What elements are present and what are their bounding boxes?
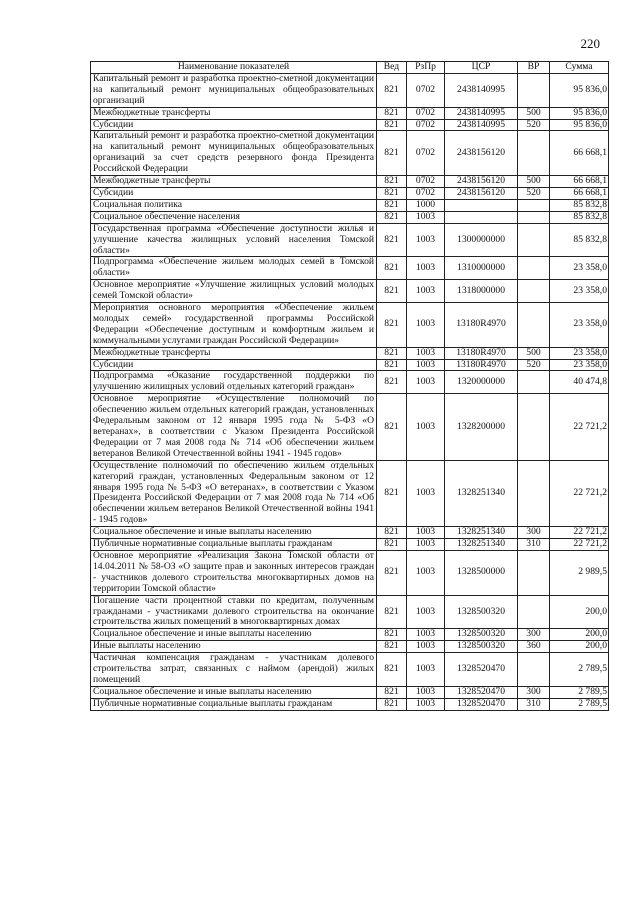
table-header-row bbox=[91, 62, 609, 74]
row-sum: 200,0 bbox=[550, 629, 609, 641]
row-name: Публичные нормативные социальные выплаты гражданам bbox=[91, 698, 377, 710]
row-name: Основное мероприятие «Осуществление полномочий по обеспечению жильем отдельных категорий граждан, установленных Федеральным законом от 12 января 1995 года № 5-ФЗ «О ветеранах», в соответствии с Указом Президента Российской Федерации от 7 мая 2008 года № 714 «Об обеспечении жильем ветеранов Великой Отечественной войны 1941 - 1945 годов» bbox=[91, 394, 377, 460]
row-vr: 300 bbox=[518, 686, 550, 698]
row-name: Основное мероприятие «Улучшение жилищных условий молодых семей Томской области» bbox=[91, 280, 377, 303]
row-ved: 821 bbox=[377, 698, 407, 710]
row-csr: 2438140995 bbox=[445, 107, 518, 119]
row-name: Субсидии bbox=[91, 359, 377, 371]
row-ved: 821 bbox=[377, 371, 407, 394]
row-name: Иные выплаты населению bbox=[91, 641, 377, 653]
row-name: Субсидии bbox=[91, 187, 377, 199]
row-name: Капитальный ремонт и разработка проектно-сметной документации на капитальный ремонт муниципальных общеобразовательных организаций bbox=[91, 73, 377, 107]
row-ved: 821 bbox=[377, 211, 407, 223]
table-row bbox=[91, 303, 609, 348]
row-name: Капитальный ремонт и разработка проектно-сметной документации на капитальный ремонт муниципальных общеобразовательных организаций за счет средств резервного фонда Президента Российской Федерации bbox=[91, 131, 377, 176]
table-row bbox=[91, 199, 609, 211]
table-row bbox=[91, 595, 609, 629]
row-sum: 95 836,0 bbox=[550, 73, 609, 107]
table-row bbox=[91, 394, 609, 460]
row-vr bbox=[518, 257, 550, 280]
row-vr bbox=[518, 280, 550, 303]
row-csr: 1310000000 bbox=[445, 257, 518, 280]
row-ved: 821 bbox=[377, 176, 407, 188]
table-row bbox=[91, 527, 609, 539]
row-ved: 821 bbox=[377, 303, 407, 348]
row-vr: 500 bbox=[518, 176, 550, 188]
row-csr: 1328500320 bbox=[445, 641, 518, 653]
row-rzpr: 1003 bbox=[407, 371, 445, 394]
row-rzpr: 0702 bbox=[407, 107, 445, 119]
row-rzpr: 0702 bbox=[407, 187, 445, 199]
row-csr bbox=[445, 211, 518, 223]
row-ved: 821 bbox=[377, 187, 407, 199]
row-ved: 821 bbox=[377, 629, 407, 641]
row-rzpr: 1003 bbox=[407, 223, 445, 257]
table-row bbox=[91, 550, 609, 595]
header-sum: Сумма bbox=[550, 62, 609, 74]
row-sum: 85 832,8 bbox=[550, 211, 609, 223]
row-vr bbox=[518, 371, 550, 394]
table-row bbox=[91, 257, 609, 280]
row-vr bbox=[518, 460, 550, 526]
row-vr bbox=[518, 394, 550, 460]
row-rzpr: 0702 bbox=[407, 131, 445, 176]
header-name: Наименование показателей bbox=[91, 62, 377, 74]
row-rzpr: 1003 bbox=[407, 686, 445, 698]
row-ved: 821 bbox=[377, 460, 407, 526]
row-rzpr: 1003 bbox=[407, 653, 445, 687]
row-vr: 310 bbox=[518, 698, 550, 710]
row-csr: 1328520470 bbox=[445, 698, 518, 710]
row-csr: 1328251340 bbox=[445, 539, 518, 551]
row-csr bbox=[445, 199, 518, 211]
row-ved: 821 bbox=[377, 223, 407, 257]
row-sum: 23 358,0 bbox=[550, 303, 609, 348]
row-sum: 2 789,5 bbox=[550, 653, 609, 687]
row-name: Подпрограмма «Обеспечение жильем молодых семей в Томской области» bbox=[91, 257, 377, 280]
row-sum: 200,0 bbox=[550, 641, 609, 653]
row-vr bbox=[518, 550, 550, 595]
row-vr: 500 bbox=[518, 347, 550, 359]
table-row bbox=[91, 698, 609, 710]
row-csr: 1318000000 bbox=[445, 280, 518, 303]
row-sum: 85 832,8 bbox=[550, 223, 609, 257]
row-sum: 66 668,1 bbox=[550, 131, 609, 176]
table-row bbox=[91, 176, 609, 188]
table-row bbox=[91, 187, 609, 199]
row-name: Субсидии bbox=[91, 119, 377, 131]
row-name: Межбюджетные трансферты bbox=[91, 107, 377, 119]
table-row bbox=[91, 686, 609, 698]
row-sum: 22 721,2 bbox=[550, 527, 609, 539]
row-name: Публичные нормативные социальные выплаты гражданам bbox=[91, 539, 377, 551]
row-ved: 821 bbox=[377, 595, 407, 629]
row-sum: 22 721,2 bbox=[550, 460, 609, 526]
row-name: Осуществление полномочий по обеспечению жильем отдельных категорий граждан, установленных Федеральным законом от 12 января 1995 года № 5-ФЗ «О ветеранах», в соответствии с Указом Президента Российской Федерации от 7 мая 2008 года № 714 «Об обеспечении жильем ветеранов Великой Отечественной войны 1941 - 1945 годов» bbox=[91, 460, 377, 526]
row-sum: 2 789,5 bbox=[550, 686, 609, 698]
row-rzpr: 0702 bbox=[407, 73, 445, 107]
row-ved: 821 bbox=[377, 280, 407, 303]
row-vr bbox=[518, 211, 550, 223]
row-sum: 2 789,5 bbox=[550, 698, 609, 710]
row-ved: 821 bbox=[377, 550, 407, 595]
row-name: Межбюджетные трансферты bbox=[91, 347, 377, 359]
row-name: Мероприятия основного мероприятия «Обеспечение жильем молодых семей» государственной программы Российской Федерации «Обеспечение доступным и комфортным жильем и коммунальными услугами граждан Российской Федерации» bbox=[91, 303, 377, 348]
row-name: Социальное обеспечение и иные выплаты населению bbox=[91, 686, 377, 698]
row-sum: 200,0 bbox=[550, 595, 609, 629]
table-row bbox=[91, 107, 609, 119]
row-ved: 821 bbox=[377, 257, 407, 280]
row-rzpr: 1000 bbox=[407, 199, 445, 211]
row-csr: 1328520470 bbox=[445, 686, 518, 698]
row-sum: 95 836,0 bbox=[550, 107, 609, 119]
row-sum: 95 836,0 bbox=[550, 119, 609, 131]
row-sum: 22 721,2 bbox=[550, 539, 609, 551]
row-sum: 23 358,0 bbox=[550, 280, 609, 303]
row-sum: 23 358,0 bbox=[550, 359, 609, 371]
row-ved: 821 bbox=[377, 119, 407, 131]
row-vr: 300 bbox=[518, 527, 550, 539]
row-ved: 821 bbox=[377, 653, 407, 687]
table-row bbox=[91, 280, 609, 303]
table-row bbox=[91, 460, 609, 526]
row-vr: 520 bbox=[518, 119, 550, 131]
row-csr: 1328251340 bbox=[445, 527, 518, 539]
row-csr: 13180R4970 bbox=[445, 303, 518, 348]
row-csr: 1320000000 bbox=[445, 371, 518, 394]
page-number: 220 bbox=[580, 36, 600, 51]
row-vr bbox=[518, 73, 550, 107]
table-row bbox=[91, 347, 609, 359]
row-rzpr: 1003 bbox=[407, 539, 445, 551]
row-ved: 821 bbox=[377, 347, 407, 359]
table-row bbox=[91, 641, 609, 653]
row-rzpr: 0702 bbox=[407, 119, 445, 131]
row-csr: 1328251340 bbox=[445, 460, 518, 526]
row-rzpr: 1003 bbox=[407, 698, 445, 710]
row-name: Межбюджетные трансферты bbox=[91, 176, 377, 188]
row-csr: 13180R4970 bbox=[445, 347, 518, 359]
row-csr: 1328500000 bbox=[445, 550, 518, 595]
row-vr: 520 bbox=[518, 187, 550, 199]
row-sum: 66 668,1 bbox=[550, 187, 609, 199]
header-vr: ВР bbox=[518, 62, 550, 74]
row-sum: 85 832,8 bbox=[550, 199, 609, 211]
row-ved: 821 bbox=[377, 527, 407, 539]
row-ved: 821 bbox=[377, 199, 407, 211]
row-ved: 821 bbox=[377, 539, 407, 551]
row-rzpr: 1003 bbox=[407, 394, 445, 460]
row-sum: 40 474,8 bbox=[550, 371, 609, 394]
row-sum: 2 989,5 bbox=[550, 550, 609, 595]
table-row bbox=[91, 359, 609, 371]
row-rzpr: 1003 bbox=[407, 550, 445, 595]
table-row bbox=[91, 629, 609, 641]
row-vr bbox=[518, 653, 550, 687]
table-row bbox=[91, 653, 609, 687]
row-csr: 13180R4970 bbox=[445, 359, 518, 371]
row-vr bbox=[518, 223, 550, 257]
row-ved: 821 bbox=[377, 359, 407, 371]
row-vr: 360 bbox=[518, 641, 550, 653]
row-rzpr: 1003 bbox=[407, 211, 445, 223]
row-ved: 821 bbox=[377, 394, 407, 460]
row-vr: 310 bbox=[518, 539, 550, 551]
row-rzpr: 1003 bbox=[407, 359, 445, 371]
table-row bbox=[91, 131, 609, 176]
row-rzpr: 1003 bbox=[407, 641, 445, 653]
row-vr bbox=[518, 131, 550, 176]
row-rzpr: 1003 bbox=[407, 595, 445, 629]
row-name: Основное мероприятие «Реализация Закона Томской области от 14.04.2011 № 58-ОЗ «О защите прав и законных интересов граждан - участников долевого строительства многоквартирных домов на территории Томской области» bbox=[91, 550, 377, 595]
row-csr: 1328500320 bbox=[445, 629, 518, 641]
row-csr: 1328500320 bbox=[445, 595, 518, 629]
row-vr bbox=[518, 595, 550, 629]
row-name: Социальная политика bbox=[91, 199, 377, 211]
row-rzpr: 1003 bbox=[407, 347, 445, 359]
row-rzpr: 0702 bbox=[407, 176, 445, 188]
row-csr: 1328200000 bbox=[445, 394, 518, 460]
table-row bbox=[91, 371, 609, 394]
row-name: Социальное обеспечение населения bbox=[91, 211, 377, 223]
header-csr: ЦСР bbox=[445, 62, 518, 74]
row-sum: 23 358,0 bbox=[550, 347, 609, 359]
row-csr: 1328520470 bbox=[445, 653, 518, 687]
header-ved: Вед bbox=[377, 62, 407, 74]
row-csr: 1300000000 bbox=[445, 223, 518, 257]
row-name: Частичная компенсация гражданам - участникам долевого строительства затрат, связанных с наймом (арендой) жилых помещений bbox=[91, 653, 377, 687]
row-vr: 300 bbox=[518, 629, 550, 641]
row-csr: 2438156120 bbox=[445, 176, 518, 188]
row-csr: 2438156120 bbox=[445, 187, 518, 199]
header-rzpr: РзПр bbox=[407, 62, 445, 74]
row-vr bbox=[518, 199, 550, 211]
table-row bbox=[91, 539, 609, 551]
row-ved: 821 bbox=[377, 131, 407, 176]
budget-table bbox=[90, 61, 609, 711]
row-ved: 821 bbox=[377, 641, 407, 653]
row-csr: 2438156120 bbox=[445, 131, 518, 176]
row-sum: 66 668,1 bbox=[550, 176, 609, 188]
row-rzpr: 1003 bbox=[407, 527, 445, 539]
row-name: Социальное обеспечение и иные выплаты населению bbox=[91, 527, 377, 539]
row-ved: 821 bbox=[377, 107, 407, 119]
row-vr bbox=[518, 303, 550, 348]
row-ved: 821 bbox=[377, 73, 407, 107]
row-name: Социальное обеспечение и иные выплаты населению bbox=[91, 629, 377, 641]
table-row bbox=[91, 223, 609, 257]
row-vr: 500 bbox=[518, 107, 550, 119]
table-row bbox=[91, 73, 609, 107]
row-ved: 821 bbox=[377, 686, 407, 698]
table-row bbox=[91, 211, 609, 223]
row-sum: 22 721,2 bbox=[550, 394, 609, 460]
row-sum: 23 358,0 bbox=[550, 257, 609, 280]
row-rzpr: 1003 bbox=[407, 280, 445, 303]
row-vr: 520 bbox=[518, 359, 550, 371]
row-csr: 2438140995 bbox=[445, 73, 518, 107]
row-rzpr: 1003 bbox=[407, 257, 445, 280]
row-csr: 2438140995 bbox=[445, 119, 518, 131]
row-name: Государственная программа «Обеспечение доступности жилья и улучшение качества жилищных условий населения Томской области» bbox=[91, 223, 377, 257]
row-name: Подпрограмма «Оказание государственной поддержки по улучшению жилищных условий отдельных категорий граждан» bbox=[91, 371, 377, 394]
row-rzpr: 1003 bbox=[407, 460, 445, 526]
table-row bbox=[91, 119, 609, 131]
row-rzpr: 1003 bbox=[407, 629, 445, 641]
row-rzpr: 1003 bbox=[407, 303, 445, 348]
row-name: Погашение части процентной ставки по кредитам, полученным гражданами - участниками долевого строительства на окончание строительства жилых помещений в многоквартирных домах bbox=[91, 595, 377, 629]
